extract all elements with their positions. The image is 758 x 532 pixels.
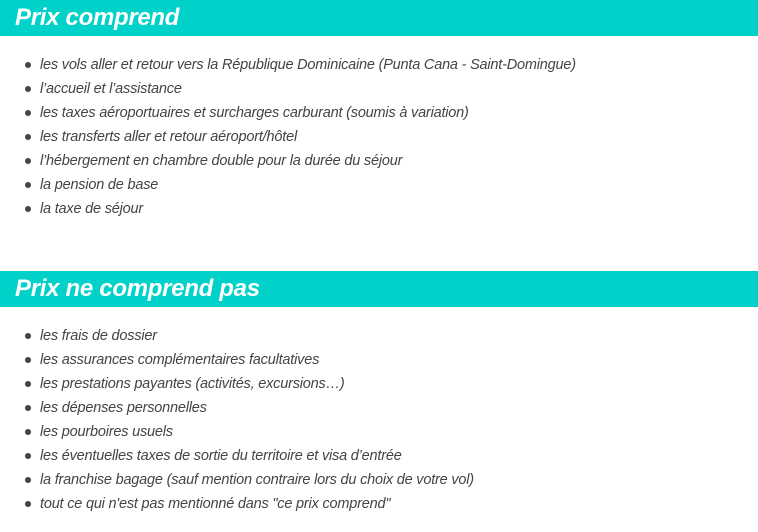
bullet-icon (25, 62, 31, 68)
list-item (0, 173, 576, 197)
included-heading: Prix comprend (0, 0, 758, 36)
list-item (0, 101, 576, 125)
excluded-heading: Prix ne comprend pas (0, 271, 758, 307)
list-item-text: les éventuelles taxes de sortie du territoire et visa d’entrée (40, 448, 402, 464)
included-list (0, 53, 576, 221)
bullet-icon (25, 158, 31, 164)
list-item (0, 420, 474, 444)
bullet-icon (25, 477, 31, 483)
bullet-icon (25, 453, 31, 459)
bullet-icon (25, 357, 31, 363)
list-item (0, 149, 576, 173)
bullet-icon (25, 501, 31, 507)
list-item-text: l’accueil et l’assistance (40, 81, 182, 97)
list-item (0, 372, 474, 396)
list-item-text: tout ce qui n'est pas mentionné dans "ce prix comprend" (40, 496, 391, 512)
list-item-text: les frais de dossier (40, 328, 157, 344)
list-item-text: l’hébergement en chambre double pour la durée du séjour (40, 153, 403, 169)
list-item (0, 53, 576, 77)
list-item-text: les transferts aller et retour aéroport/hôtel (40, 129, 297, 145)
list-item (0, 197, 576, 221)
bullet-icon (25, 206, 31, 212)
list-item (0, 125, 576, 149)
bullet-icon (25, 182, 31, 188)
list-item (0, 348, 474, 372)
excluded-list (0, 324, 474, 516)
list-item-text: les taxes aéroportuaires et surcharges carburant (soumis à variation) (40, 105, 469, 121)
bullet-icon (25, 134, 31, 140)
bullet-icon (25, 333, 31, 339)
list-item-text: la franchise bagage (sauf mention contraire lors du choix de votre vol) (40, 472, 474, 488)
list-item-text: les pourboires usuels (40, 424, 173, 440)
list-item-text: les assurances complémentaires facultatives (40, 352, 320, 368)
bullet-icon (25, 381, 31, 387)
list-item-text: les dépenses personnelles (40, 400, 207, 416)
list-item (0, 396, 474, 420)
list-item-text: les vols aller et retour vers la République Dominicaine (Punta Cana - Saint-Domingue) (40, 57, 576, 73)
bullet-icon (25, 86, 31, 92)
list-item (0, 444, 474, 468)
bullet-icon (25, 429, 31, 435)
list-item (0, 468, 474, 492)
list-item (0, 77, 576, 101)
list-item (0, 492, 474, 516)
list-item-text: la taxe de séjour (40, 201, 143, 217)
list-item-text: les prestations payantes (activités, excursions…) (40, 376, 345, 392)
list-item-text: la pension de base (40, 177, 159, 193)
bullet-icon (25, 405, 31, 411)
list-item (0, 324, 474, 348)
bullet-icon (25, 110, 31, 116)
